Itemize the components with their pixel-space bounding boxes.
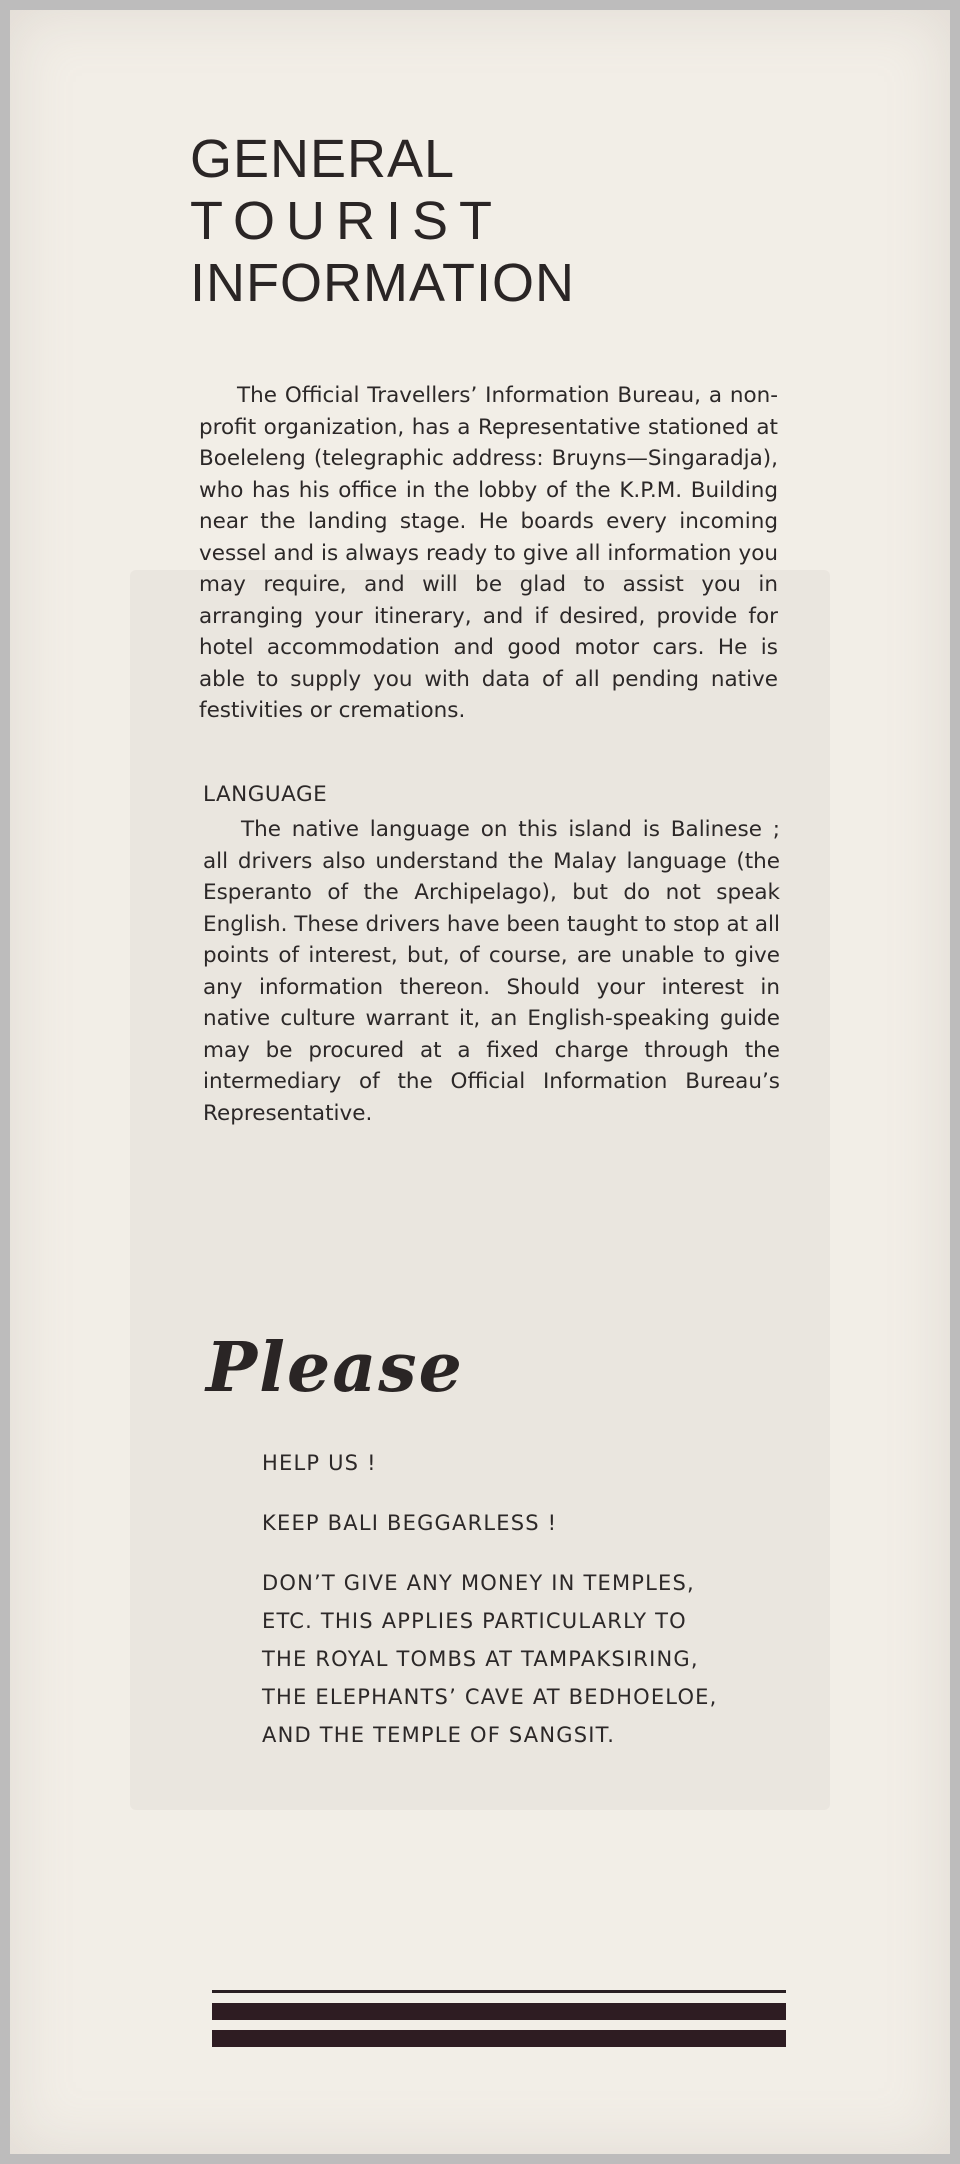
decorative-rule-thick: [212, 2030, 786, 2047]
language-heading: LANGUAGE: [203, 782, 328, 807]
appeal-line: ETC. THIS APPLIES PARTICULARLY TO: [262, 1609, 687, 1633]
appeal-line: THE ROYAL TOMBS AT TAMPAKSIRING,: [262, 1647, 699, 1671]
appeal-block: [262, 1444, 822, 1754]
keep-bali-line: KEEP BALI BEGGARLESS !: [262, 1511, 558, 1535]
brochure-page: [10, 10, 950, 2154]
appeal-line: AND THE TEMPLE OF SANGSIT.: [262, 1723, 616, 1747]
intro-paragraph: The Official Travellers’ Information Bureau, a non-profit organization, has a Representative stationed at Boeleleng (telegraphic address: Bruyns—Singaradja), who has his office in the lobby of the K.P.M. Building near the landing stage. He boards every incoming vessel and is always ready to give all information you may require, and will be glad to assist you in arranging your itinerary, and if desired, provide for hotel accommodation and good motor cars. He is able to supply you with data of all pending native festivities or cremations.: [199, 383, 778, 723]
title-line-general: GENERAL: [190, 129, 456, 189]
please-heading: Please: [206, 1328, 464, 1408]
appeal-line: DON’T GIVE ANY MONEY IN TEMPLES,: [262, 1571, 695, 1595]
language-paragraph: The native language on this island is Balinese ; all drivers also understand the Malay language (the Esperanto of the Archipelago), but do not speak English. These drivers have been taught to stop at all points of interest, but, of course, are unable to give any information thereon. Should your interest in native culture warrant it, an English-speaking guide may be procured at a fixed charge through the intermediary of the Official Information Bureau’s Representative.: [203, 817, 781, 1126]
help-us-line: HELP US !: [262, 1451, 377, 1475]
page-title: [190, 128, 575, 314]
appeal-line: THE ELEPHANTS’ CAVE AT BEDHOELOE,: [262, 1685, 718, 1709]
decorative-rule-thick: [212, 2003, 786, 2020]
title-line-tourist: TOURIST: [190, 191, 504, 251]
decorative-rule-thin: [212, 1990, 786, 1993]
title-line-information: INFORMATION: [190, 253, 575, 313]
